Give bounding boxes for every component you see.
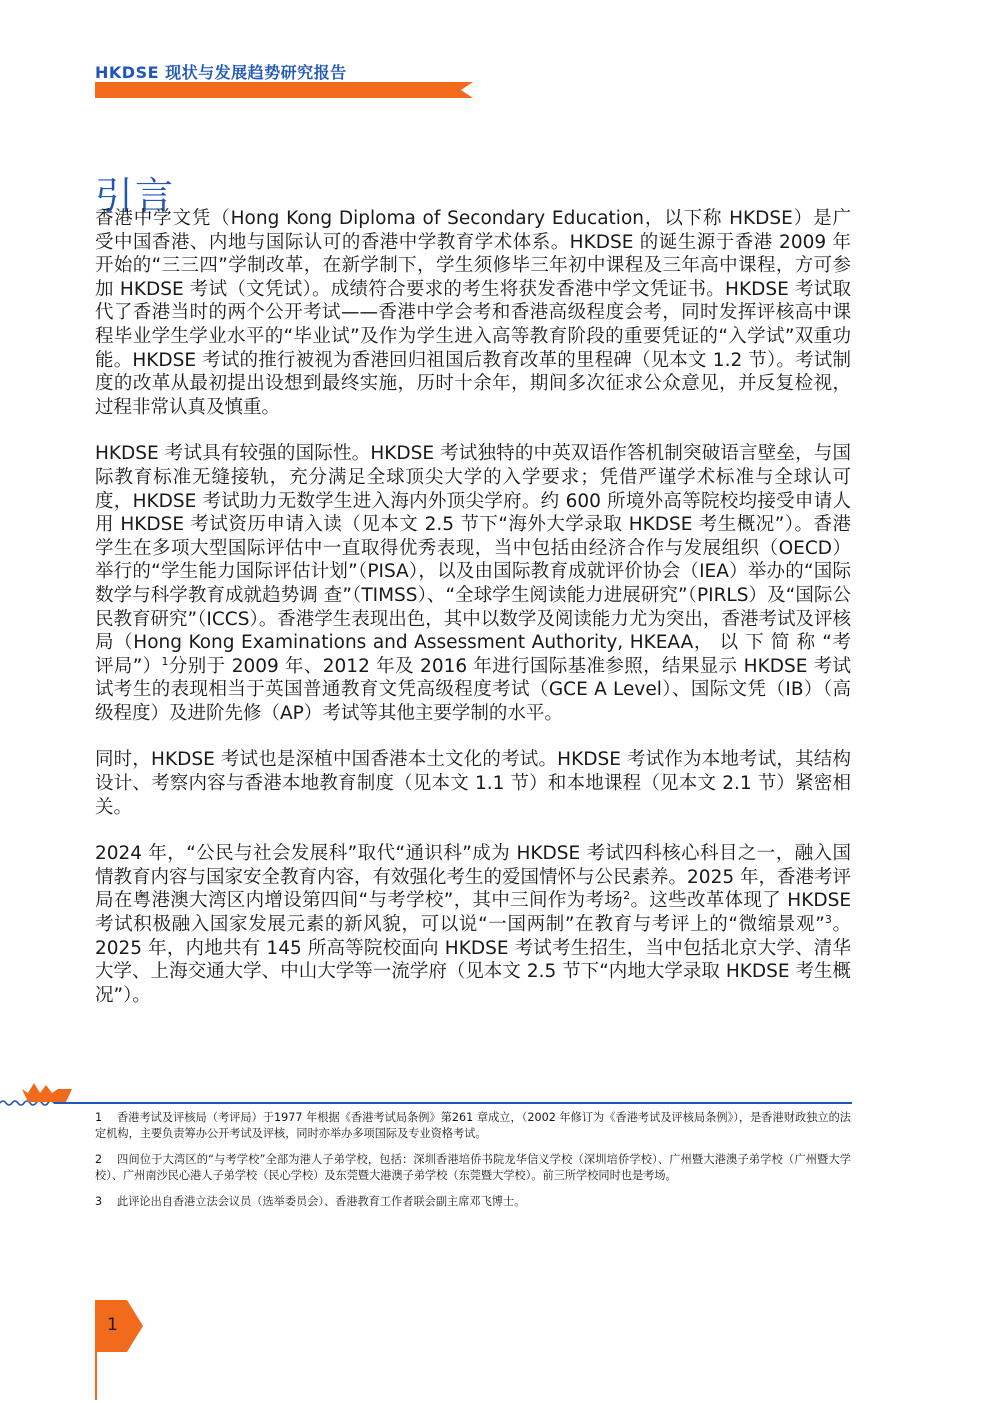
paragraph-international: [95, 442, 851, 725]
paragraph-text: 2024 年，“公民与社会发展科”取代“通识科”成为 HKDSE 考试四科核心科目之一，融入国情教育内容与国家安全教育内容，有效强化考生的爱国情怀与公民素养。2025 年，香港考评局在粤港澳大湾区内增设第四间“与考学校”，其中三间作为考场: [95, 843, 851, 912]
footnote-divider: [0, 1075, 860, 1115]
boat-icon: [22, 1083, 72, 1102]
header-orange-bar: [95, 82, 475, 98]
footnotes: [95, 1110, 851, 1220]
page-number: 1: [107, 1315, 118, 1335]
paragraph-text: 。2025 年，内地共有 145 所高等院校面向 HKDSE 考试考生招生，当中包括北京大学、清华大学、上海交通大学、中山大学等一流学府（见本文 2.5 节下“内地大学录取 HKDSE 考生概况”）。: [95, 914, 851, 1006]
footnote-ref[interactable]: 2: [623, 889, 631, 903]
footnote-number: 2: [95, 1153, 103, 1166]
footnote-text: 此评论出自香港立法会议员（选举委员会）、香港教育工作者联会副主席邓飞博士。: [117, 1195, 526, 1208]
footnote-number: 3: [95, 1195, 103, 1208]
paragraph-reform: [95, 842, 851, 1007]
footnote-item: [95, 1110, 851, 1142]
paragraph-text: HKDSE 考试具有较强的国际性。HKDSE 考试独特的中英双语作答机制突破语言壁垒，与国际教育标准无缝接轨，充分满足全球顶尖大学的入学要求；凭借严谨学术标准与全球认可度，HKDSE 考试助力无数学生进入海内外顶尖学府。约 600 所境外高等院校均接受申请人用 HKDSE 考试资历申请入读（见本文 2.5 节下“海外大学录取 HKDSE 考生概况”）。香港学生在多项大型国际评估中一直取得优秀表现，当中包括由经济合作与发展组织（OECD）举行的“学生能力国际评估计划”（PISA），以及由国际教育成就评价协会（IEA）举办的“国际数学与科学教育成就趋势调 查”（TIMSS）、“全球学生阅读能力进展研究”（PIRLS）及“国际公民教育研究”（ICCS）。香港学生表现出色，其中以数学及阅读能力尤为突出，香港考试及评核局（Hong Kong Examinations and Assessment Authority, HKEAA， 以 下 简 称 “考评局”）: [95, 443, 851, 677]
footnote-item: [95, 1194, 851, 1210]
paragraph-local: 同时，HKDSE 考试也是深植中国香港本土文化的考试。HKDSE 考试作为本地考试，其结构设计、考察内容与香港本地教育制度（见本文 1.1 节）和本地课程（见本文 2.1 节）紧密相关。: [95, 749, 851, 818]
footnote-text: 香港考试及评核局（考评局）于1977 年根据《香港考试局条例》第261 章成立，（2002 年修订为《香港考试及评核局条例》），是香港财政独立的法定机构，主要负责筹办公开考试及评核，同时亦举办多项国际及专业资格考试。: [95, 1111, 851, 1140]
paragraph-text: 。这些改革体现了 HKDSE 考试积极融入国家发展元素的新风貌，可以说“一国两制”在教育与考评上的“微缩景观”: [95, 890, 852, 936]
page-title: 引言: [95, 174, 176, 219]
report-header-title: HKDSE 现状与发展趋势研究报告: [95, 63, 347, 82]
footnote-ref[interactable]: 1: [161, 654, 169, 668]
footnote-ref[interactable]: 3: [824, 912, 832, 926]
paragraph-text: 分别于 2009 年、2012 年及 2016 年进行国际基准参照，结果显示 HKDSE 考试试考生的表现相当于英国普通教育文凭高级程度考试（GCE A Level）、国际文凭（IB）（高级程度）及进阶先修（AP）考试等其他主要学制的水平。: [95, 655, 851, 724]
footnote-number: 1: [95, 1111, 103, 1124]
main-body: [95, 207, 851, 1030]
page-number-flag: [95, 1300, 155, 1400]
footnote-text: 四间位于大湾区的“与考学校”全部为港人子弟学校，包括：深圳香港培侨书院龙华信义学校（深圳培侨学校）、广州暨大港澳子弟学校（广州暨大学校）、广州南沙民心港人子弟学校（民心学校）及东莞暨大港澳子弟学校（东莞暨大学校）。前三所学校同时也是考场。: [95, 1153, 851, 1182]
footnote-item: [95, 1152, 851, 1184]
paragraph-intro: 香港中学文凭（Hong Kong Diploma of Secondary Education，以下称 HKDSE）是广受中国香港、内地与国际认可的香港中学教育学术体系。HKDSE 的诞生源于香港 2009 年开始的“三三四”学制改革，在新学制下，学生须修毕三年初中课程及三年高中课程，方可参加 HKDSE 考试（文凭试）。成绩符合要求的考生将获发香港中学文凭证书。HKDSE 考试取代了香港当时的两个公开考试——香港中学会考和香港高级程度会考，同时发挥评核高中课程毕业学生学业水平的“毕业试”及作为学生进入高等教育阶段的重要凭证的“入学试”双重功能。HKDSE 考试的推行被视为香港回归祖国后教育改革的里程碑（见本文 1.2 节）。考试制度的改革从最初提出设想到最终实施，历时十余年，期间多次征求公众意见，并反复检视，过程非常认真及慎重。: [95, 208, 851, 418]
